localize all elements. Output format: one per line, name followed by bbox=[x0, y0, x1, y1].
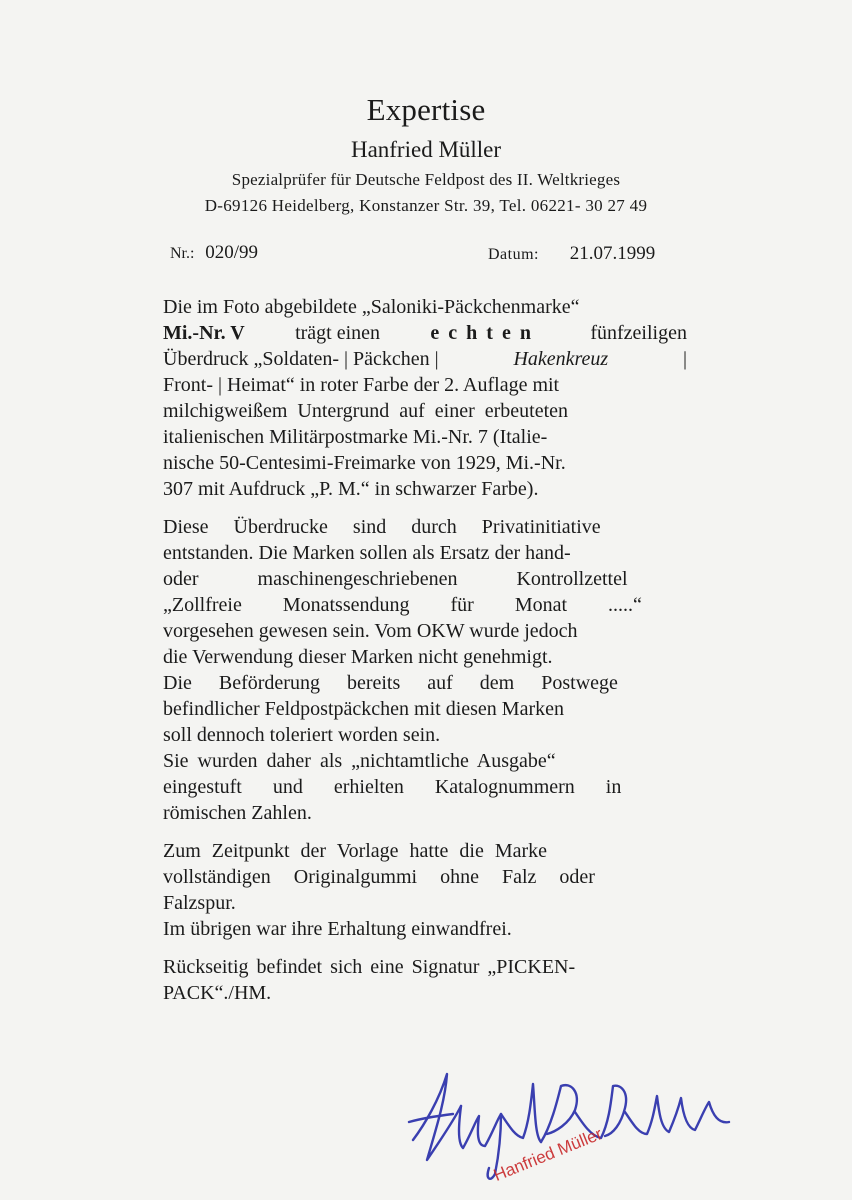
stamp-name: Hanfried Müller bbox=[490, 1124, 605, 1185]
examiner-name: Hanfried Müller bbox=[350, 137, 502, 162]
text-line: 307 mit Aufdruck „P. M.“ in schwarzer Farbe). bbox=[163, 478, 539, 500]
text-line: Sie wurden daher als „nichtamtliche Ausgabe“ bbox=[163, 750, 556, 772]
examiner-address: D-69126 Heidelberg, Konstanzer Str. 39, Tel. 06221- 30 27 49 bbox=[204, 196, 648, 215]
text-line: vorgesehen gewesen sein. Vom OKW wurde jedoch bbox=[163, 620, 578, 642]
signature-ink bbox=[409, 1074, 729, 1179]
text-line: Zum Zeitpunkt der Vorlage hatte die Marke bbox=[163, 840, 548, 862]
certificate-number bbox=[170, 242, 258, 264]
text-line: italienischen Militärpostmarke Mi.-Nr. 7 (Italie- bbox=[163, 426, 548, 448]
text-line: Diese Überdrucke sind durch Privatinitiative bbox=[163, 516, 601, 538]
text-line: Falzspur. bbox=[163, 892, 236, 914]
certificate-number-value: 020/99 bbox=[205, 242, 258, 263]
text-line: soll dennoch toleriert worden sein. bbox=[163, 724, 441, 746]
text-line: vollständigen Originalgummi ohne Falz oder bbox=[163, 866, 595, 888]
paragraph-background bbox=[163, 514, 687, 826]
text-line: oder maschinengeschriebenen Kontrollzettel bbox=[163, 568, 628, 590]
text-line: die Verwendung dieser Marken nicht genehmigt. bbox=[163, 646, 553, 668]
expertise-body bbox=[163, 294, 687, 1006]
text-line: Mi.-Nr. V trägt einen echten fünfzeiligen bbox=[163, 322, 687, 344]
text-line: PACK“./HM. bbox=[163, 982, 272, 1004]
text-line: Überdruck „Soldaten- | Päckchen | Hakenkreuz | bbox=[163, 348, 687, 370]
paragraph-condition bbox=[163, 838, 687, 942]
text-line: nische 50-Centesimi-Freimarke von 1929, Mi.-Nr. bbox=[163, 452, 566, 474]
text-line: „Zollfreie Monatssendung für Monat .....“ bbox=[163, 594, 642, 616]
text-line: Rückseitig befindet sich eine Signatur „PICKEN- bbox=[163, 956, 576, 978]
text-line: Die Beförderung bereits auf dem Postwege bbox=[163, 672, 618, 694]
text-line: eingestuft und erhielten Katalognummern in bbox=[163, 776, 622, 798]
text-line: Front- | Heimat“ in roter Farbe der 2. Auflage mit bbox=[163, 374, 560, 396]
handwritten-signature bbox=[405, 1062, 735, 1192]
certificate-date-label: Datum: bbox=[488, 246, 539, 263]
document-title: Expertise bbox=[366, 92, 486, 127]
text-line: entstanden. Die Marken sollen als Ersatz der hand- bbox=[163, 542, 571, 564]
examiner-specialty: Spezialprüfer für Deutsche Feldpost des II. Weltkrieges bbox=[231, 170, 621, 189]
text-line: befindlicher Feldpostpäckchen mit diesen Marken bbox=[163, 698, 564, 720]
text-line: Die im Foto abgebildete „Saloniki-Päckchenmarke“ bbox=[163, 296, 580, 318]
certificate-date bbox=[488, 243, 655, 265]
paragraph-signature-note bbox=[163, 954, 687, 1006]
text-line: Im übrigen war ihre Erhaltung einwandfrei. bbox=[163, 918, 512, 940]
certificate-date-value: 21.07.1999 bbox=[569, 243, 656, 264]
text-line: milchigweißem Untergrund auf einer erbeuteten bbox=[163, 400, 569, 422]
certificate-number-label: Nr.: bbox=[170, 245, 195, 262]
text-line: römischen Zahlen. bbox=[163, 802, 312, 824]
paragraph-description bbox=[163, 294, 687, 502]
